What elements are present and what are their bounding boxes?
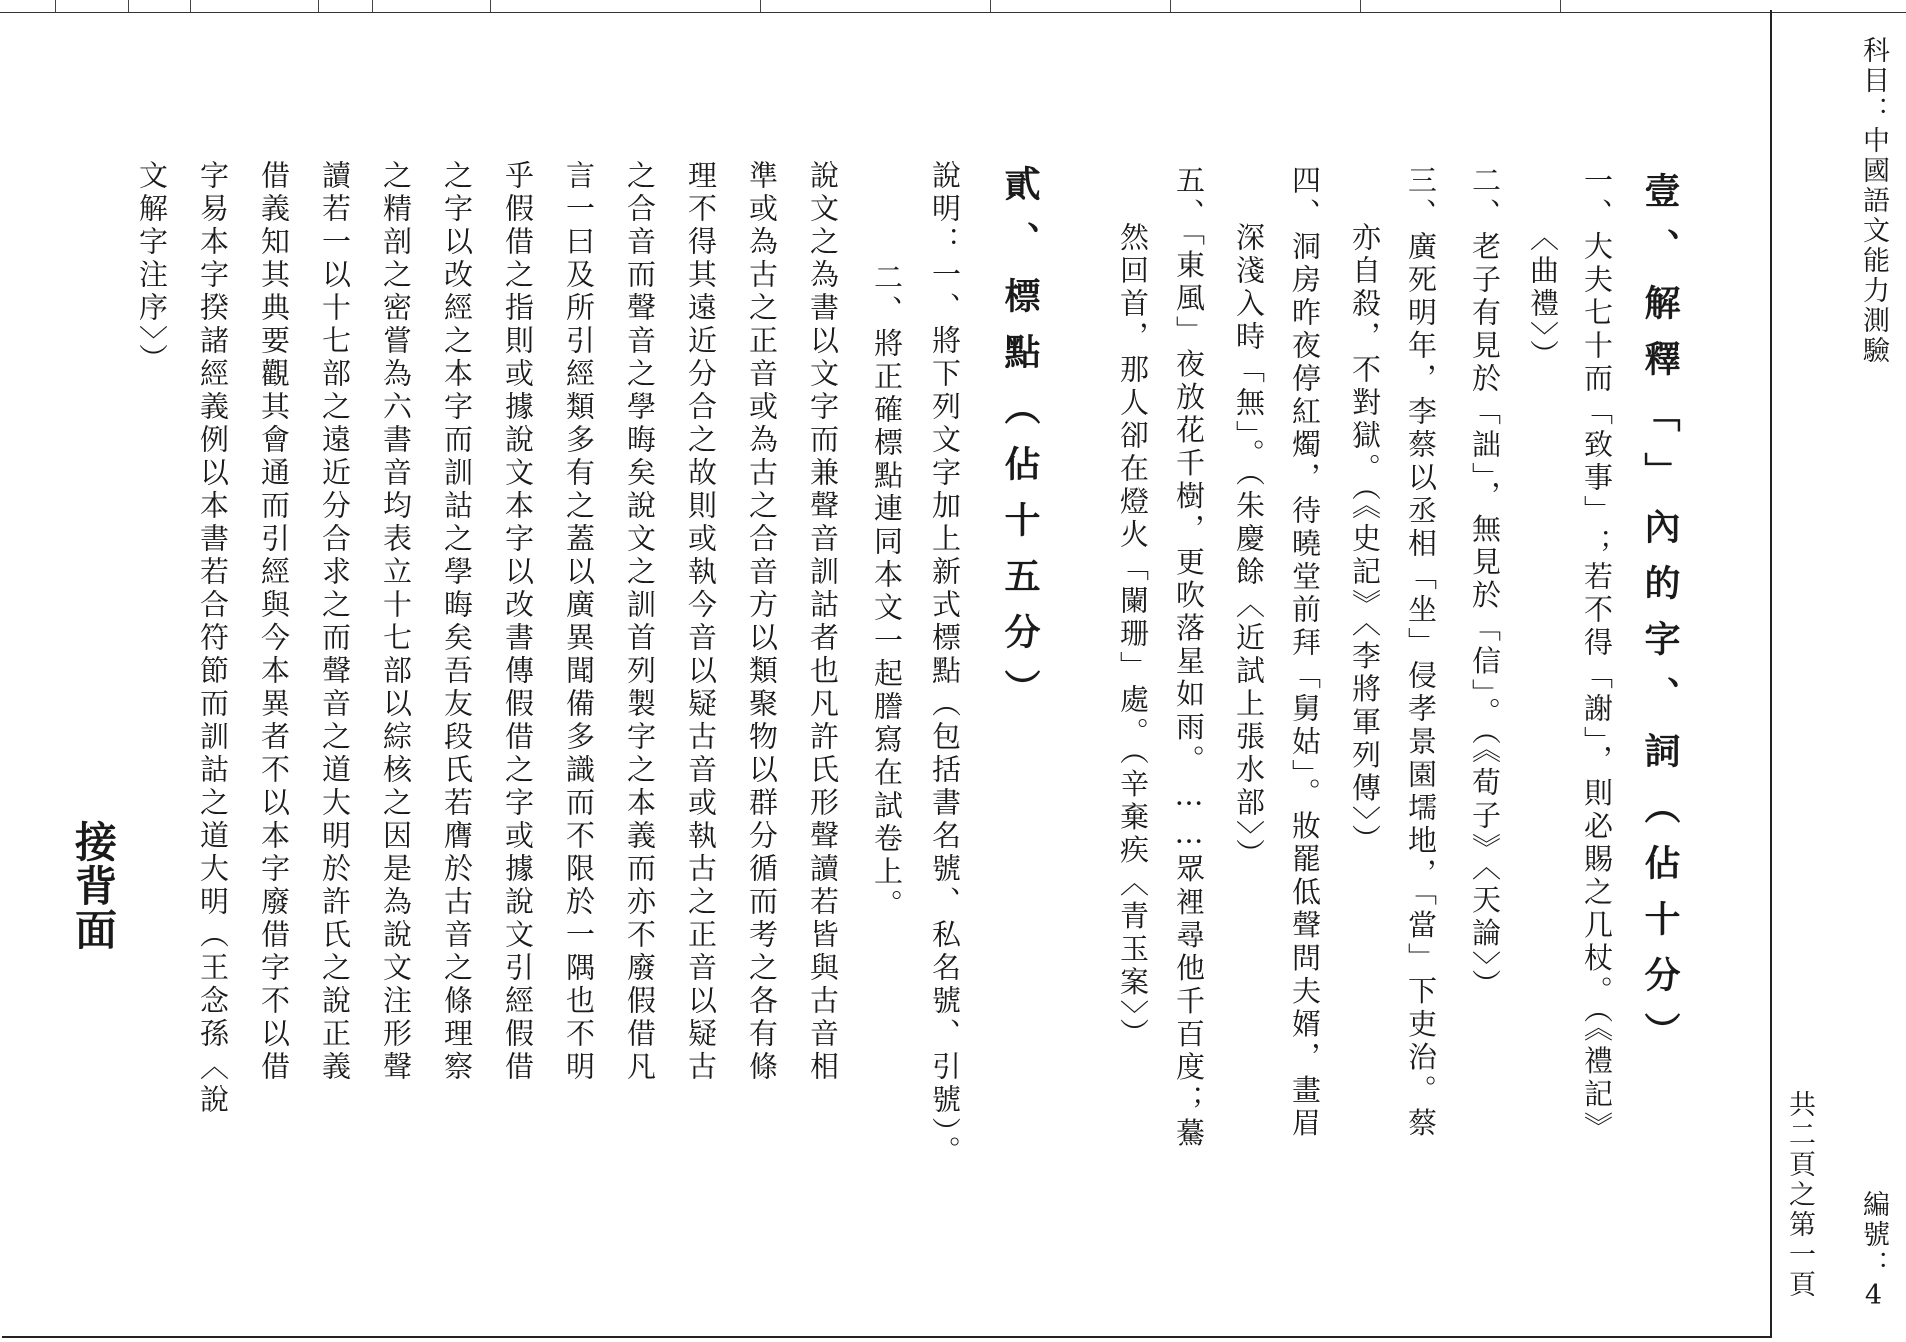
s1-line-3: 二、老子有見於「詘」，無見於「信」。（《荀子》〈天論〉） [1468, 165, 1502, 1002]
passage-line-5: 言一曰及所引經類多有之蓋以廣異聞備多識而不限於一隅也不明 [562, 160, 596, 1084]
passage-line-1: 說文之為書以文字而兼聲音訓詁者也凡許氏形聲讀若皆與古音相 [806, 160, 840, 1084]
subject-line: 科目：中國語文能力測驗 [1858, 36, 1889, 366]
passage-line-11: 字易本字揆諸經義例以本書若合符節而訓詁之道大明（王念孫〈說 [196, 160, 230, 1117]
passage-line-3: 理不得其遠近分合之故則或執今音以疑古音或執古之正音以疑古 [684, 160, 718, 1084]
s1-line-1: 一、大夫七十而「致事」；若不得「謝」，則必賜之几杖。（《禮記》 [1580, 165, 1614, 1145]
passage-line-6: 乎假借之指則或據說文本字以改書傳假借之字或據說文引經假借 [501, 160, 535, 1084]
s2-instruction-1: 說明：一、將下列文字加上新式標點（包括書名號、私名號、引號）。 [928, 160, 962, 1169]
section2-heading: 貳、標點（佔十五分） [999, 165, 1041, 725]
passage-line-12: 文解字注序〉） [135, 160, 169, 377]
s1-line-8: 五、「東風」夜放花千樹，更吹落星如雨。……眾裡尋他千百度；驀 [1172, 165, 1206, 1151]
passage-line-7: 之字以改經之本字而訓詁之學晦矣吾友段氏若膺於古音之條理察 [440, 160, 474, 1084]
turn-over-note: 接背面 [69, 820, 118, 952]
page-info: 共二頁之第一頁 [1784, 1090, 1815, 1300]
section1-heading: 壹、解釋「」內的字、詞（佔十分） [1639, 172, 1681, 1068]
serial-number: 編號：4 [1858, 1190, 1889, 1314]
s1-line-5: 亦自殺，不對獄。（《史記》〈李將軍列傳〉） [1348, 222, 1382, 857]
s2-instruction-2: 二、將正確標點連同本文一起謄寫在試卷上。 [870, 262, 904, 922]
s1-line-7: 深淺入時「無」。（朱慶餘〈近試上張水部〉） [1232, 222, 1266, 872]
s1-line-4: 三、廣死明年，李蔡以丞相「坐」侵孝景園壖地，「當」下吏治。蔡 [1404, 165, 1438, 1141]
s1-line-9: 然回首，那人卻在燈火「闌珊」處。（辛棄疾〈青玉案〉） [1116, 222, 1150, 1051]
passage-line-4: 之合音而聲音之學晦矣說文之訓首列製字之本義而亦不廢假借凡 [623, 160, 657, 1084]
passage-line-9: 讀若一以十七部之遠近分合求之而聲音之道大明於許氏之說正義 [318, 160, 352, 1084]
passage-line-2: 準或為古之正音或為古之合音方以類聚物以群分循而考之各有條 [745, 160, 779, 1084]
s1-line-2: 〈曲禮〉） [1526, 222, 1560, 373]
passage-line-10: 借義知其典要觀其會通而引經與今本異者不以本字廢借字不以借 [257, 160, 291, 1084]
s1-line-6: 四、洞房昨夜停紅燭，待曉堂前拜「舅姑」。妝罷低聲問夫婿，畫眉 [1288, 165, 1322, 1141]
passage-line-8: 之精剖之密嘗為六書音均表立十七部以綜核之因是為說文注形聲 [379, 160, 413, 1084]
